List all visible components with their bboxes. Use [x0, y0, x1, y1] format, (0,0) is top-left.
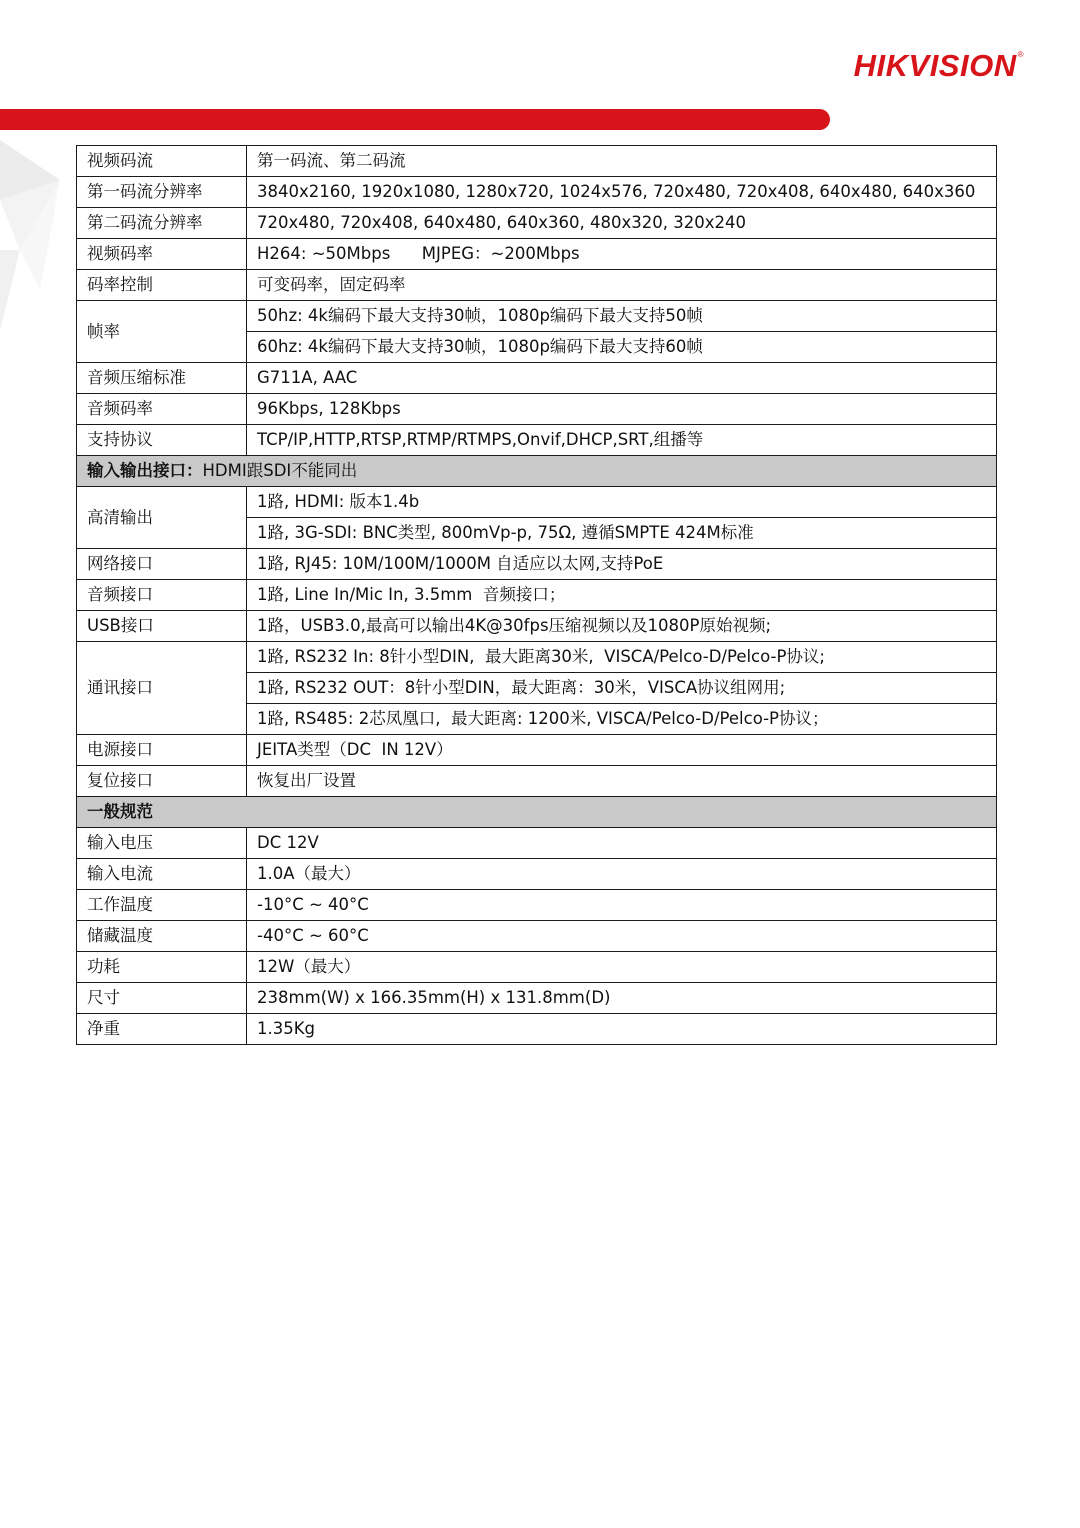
spec-row: [77, 890, 997, 921]
spec-key: 音频接口: [77, 580, 247, 611]
spec-row: [77, 921, 997, 952]
spec-row: [77, 301, 997, 332]
spec-row: [77, 425, 997, 456]
spec-key: 视频码率: [77, 239, 247, 270]
spec-key: 电源接口: [77, 735, 247, 766]
spec-row: [77, 642, 997, 673]
spec-value: 96Kbps, 128Kbps: [247, 394, 997, 425]
spec-key: 第二码流分辨率: [77, 208, 247, 239]
logo-text: HIKVISION: [853, 48, 1017, 83]
spec-value: TCP/IP,HTTP,RTSP,RTMP/RTMPS,Onvif,DHCP,SRT,组播等: [247, 425, 997, 456]
spec-key: 网络接口: [77, 549, 247, 580]
spec-value: 可变码率，固定码率: [247, 270, 997, 301]
spec-key: 视频码流: [77, 146, 247, 177]
spec-value: 1.35Kg: [247, 1014, 997, 1045]
spec-key: 复位接口: [77, 766, 247, 797]
section-header-io: [77, 456, 997, 487]
spec-value: 1路, RJ45: 10M/100M/1000M 自适应以太网,支持PoE: [247, 549, 997, 580]
spec-value: -40°C ~ 60°C: [247, 921, 997, 952]
spec-row: [77, 859, 997, 890]
spec-row: [77, 828, 997, 859]
spec-key: 支持协议: [77, 425, 247, 456]
spec-value: 60hz: 4k编码下最大支持30帧，1080p编码下最大支持60帧: [247, 332, 997, 363]
spec-table: [76, 145, 997, 1045]
spec-row: [77, 1014, 997, 1045]
spec-key: USB接口: [77, 611, 247, 642]
header-red-bar: [0, 109, 830, 130]
spec-row: [77, 363, 997, 394]
spec-value: DC 12V: [247, 828, 997, 859]
spec-value: 1路, HDMI: 版本1.4b: [247, 487, 997, 518]
spec-key: 通讯接口: [77, 642, 247, 735]
spec-value: 1路, RS232 OUT：8针小型DIN，最大距离：30米，VISCA协议组网用;: [247, 673, 997, 704]
section-title-bold: 输入输出接口：: [87, 461, 203, 480]
spec-key: 第一码流分辨率: [77, 177, 247, 208]
spec-key: 尺寸: [77, 983, 247, 1014]
hikvision-logo: [854, 48, 1024, 84]
spec-value: 238mm(W) x 166.35mm(H) x 131.8mm(D): [247, 983, 997, 1014]
spec-value: 第一码流、第二码流: [247, 146, 997, 177]
section-title-note: HDMI跟SDI不能同出: [202, 461, 358, 480]
spec-key: 功耗: [77, 952, 247, 983]
spec-value: 1路, Line In/Mic In, 3.5mm 音频接口；: [247, 580, 997, 611]
spec-value: JEITA类型（DC IN 12V）: [247, 735, 997, 766]
spec-value: 12W（最大）: [247, 952, 997, 983]
spec-key: 输入电压: [77, 828, 247, 859]
spec-value: 1路, 3G-SDI: BNC类型, 800mVp-p, 75Ω, 遵循SMPTE 424M标准: [247, 518, 997, 549]
spec-row: [77, 487, 997, 518]
section-title: [77, 456, 997, 487]
spec-key: 工作温度: [77, 890, 247, 921]
spec-key: 码率控制: [77, 270, 247, 301]
spec-row: [77, 549, 997, 580]
spec-row: [77, 146, 997, 177]
spec-row: [77, 735, 997, 766]
spec-value: 1路，USB3.0,最高可以输出4K@30fps压缩视频以及1080P原始视频;: [247, 611, 997, 642]
spec-value: 1路, RS485: 2芯凤凰口, 最大距离: 1200米, VISCA/Pelco-D/Pelco-P协议；: [247, 704, 997, 735]
decorative-shard-graphic: [0, 130, 80, 360]
spec-value: G711A, AAC: [247, 363, 997, 394]
spec-key: 净重: [77, 1014, 247, 1045]
spec-value: 50hz: 4k编码下最大支持30帧，1080p编码下最大支持50帧: [247, 301, 997, 332]
section-title: [77, 797, 997, 828]
spec-value: 1路, RS232 In: 8针小型DIN, 最大距离30米, VISCA/Pelco-D/Pelco-P协议;: [247, 642, 997, 673]
spec-row: [77, 270, 997, 301]
spec-row: [77, 239, 997, 270]
spec-key: 音频码率: [77, 394, 247, 425]
spec-value: 1.0A（最大）: [247, 859, 997, 890]
spec-key: 输入电流: [77, 859, 247, 890]
spec-row: [77, 580, 997, 611]
spec-key: 音频压缩标准: [77, 363, 247, 394]
spec-row: [77, 208, 997, 239]
spec-value: 3840x2160, 1920x1080, 1280x720, 1024x576, 720x480, 720x408, 640x480, 640x360: [247, 177, 997, 208]
spec-row: [77, 766, 997, 797]
registered-mark: ®: [1017, 50, 1024, 59]
section-header-general: [77, 797, 997, 828]
spec-value: 恢复出厂设置: [247, 766, 997, 797]
spec-value: -10°C ~ 40°C: [247, 890, 997, 921]
spec-key: 帧率: [77, 301, 247, 363]
spec-key: 储藏温度: [77, 921, 247, 952]
spec-value: 720x480, 720x408, 640x480, 640x360, 480x320, 320x240: [247, 208, 997, 239]
spec-row: [77, 983, 997, 1014]
spec-row: [77, 177, 997, 208]
spec-key: 高清输出: [77, 487, 247, 549]
spec-row: [77, 952, 997, 983]
spec-row: [77, 394, 997, 425]
section-title-bold: 一般规范: [87, 802, 153, 821]
spec-value: H264: ~50Mbps MJPEG：~200Mbps: [247, 239, 997, 270]
spec-row: [77, 611, 997, 642]
